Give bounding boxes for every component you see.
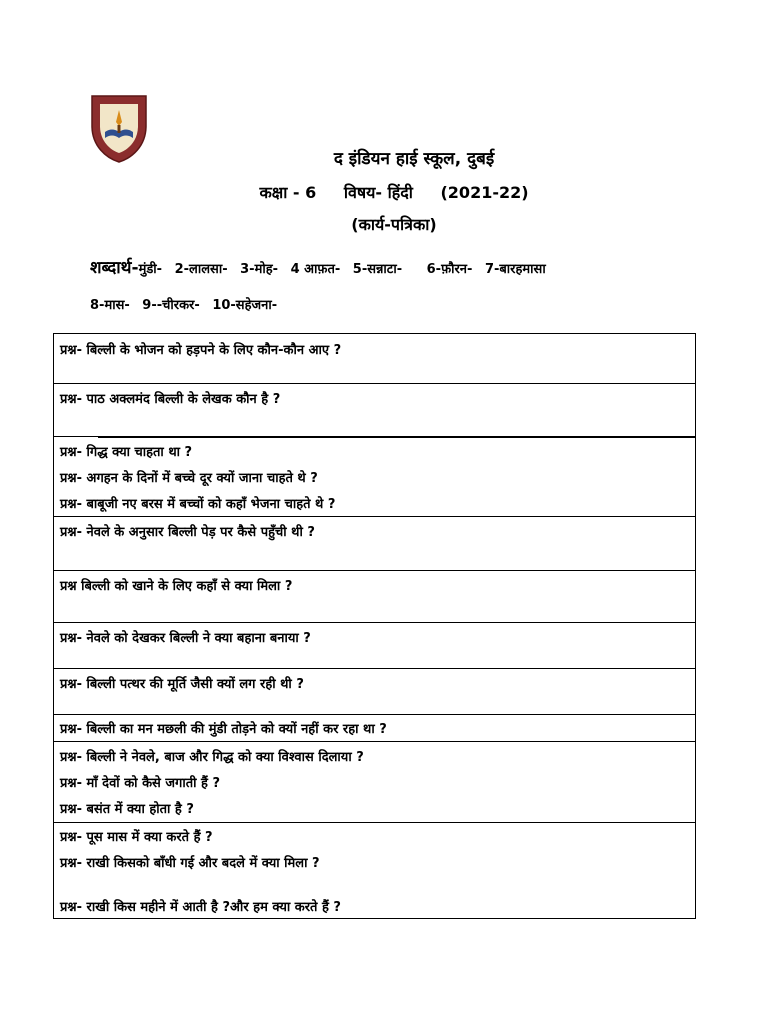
vocab-word: 5-सन्नाटा- [352, 262, 403, 277]
question-1: प्रश्न- बिल्ली के भोजन को हड़पने के लिए कौन-कौन आए ? [60, 343, 342, 358]
vocab-word: 8-मास- [90, 298, 130, 313]
class-label: कक्षा - 6 [259, 183, 317, 202]
question-11: प्रश्न- बिल्ली ने नेवले, बाज और गिद्ध को क्या विश्वास दिलाया ? [60, 750, 364, 765]
vocab-word: मुंडी- [138, 262, 163, 277]
question-8: प्रश्न- नेवले को देखकर बिल्ली ने क्या बहाना बनाया ? [60, 631, 311, 646]
header-line [0, 181, 768, 203]
subject-label: विषय- हिंदी [343, 183, 413, 202]
academic-year: (2021-22) [440, 183, 529, 202]
vocab-heading: शब्दार्थ- [90, 258, 139, 278]
vocab-word: 9--चीरकर- [142, 298, 200, 313]
vocab-word: 7-बारहमासा [484, 262, 546, 277]
question-13: प्रश्न- बसंत में क्या होता है ? [60, 802, 194, 817]
question-5: प्रश्न- बाबूजी नए बरस में बच्चों को कहाँ भेजना चाहते थे ? [60, 497, 336, 512]
divider-line [98, 436, 696, 438]
vocab-word: 2-लालसा- [174, 262, 228, 277]
question-16: प्रश्न- राखी किस महीने में आती है ?और हम क्या करते हैं ? [60, 900, 341, 915]
vocab-word: 3-मोह- [240, 262, 279, 277]
worksheet-label: (कार्य-पत्रिका) [351, 215, 437, 234]
school-name: द इंडियन हाई स्कूल, दुबई [333, 149, 495, 169]
question-7: प्रश्न बिल्ली को खाने के लिए कहाँ से क्या मिला ? [60, 579, 293, 594]
question-15: प्रश्न- राखी किसको बाँधी गई और बदले में क्या मिला ? [60, 856, 320, 871]
vocab-line-1 [90, 255, 554, 278]
vocab-word: 10-सहेजना- [212, 298, 278, 313]
vocab-word: 6-फ़ौरन- [426, 262, 473, 277]
question-10: प्रश्न- बिल्ली का मन मछली की मुंडी तोड़ने को क्यों नहीं कर रहा था ? [60, 722, 387, 737]
question-9: प्रश्न- बिल्ली पत्थर की मूर्ति जैसी क्यों लग रही थी ? [60, 677, 304, 692]
question-14: प्रश्न- पूस मास में क्या करते हैं ? [60, 830, 213, 845]
question-2: प्रश्न- पाठ अक्लमंद बिल्ली के लेखक कौन है ? [60, 392, 281, 407]
vocab-line-2 [90, 295, 285, 313]
question-4: प्रश्न- अगहन के दिनों में बच्चे दूर क्यों जाना चाहते थे ? [60, 471, 318, 486]
question-12: प्रश्न- माँ देवों को कैसे जगाती हैं ? [60, 776, 220, 791]
question-3: प्रश्न- गिद्ध क्या चाहता था ? [60, 445, 193, 460]
vocab-word: 4 आफ़त- [290, 262, 341, 277]
question-6: प्रश्न- नेवले के अनुसार बिल्ली पेड़ पर कैसे पहुँची थी ? [60, 525, 315, 540]
